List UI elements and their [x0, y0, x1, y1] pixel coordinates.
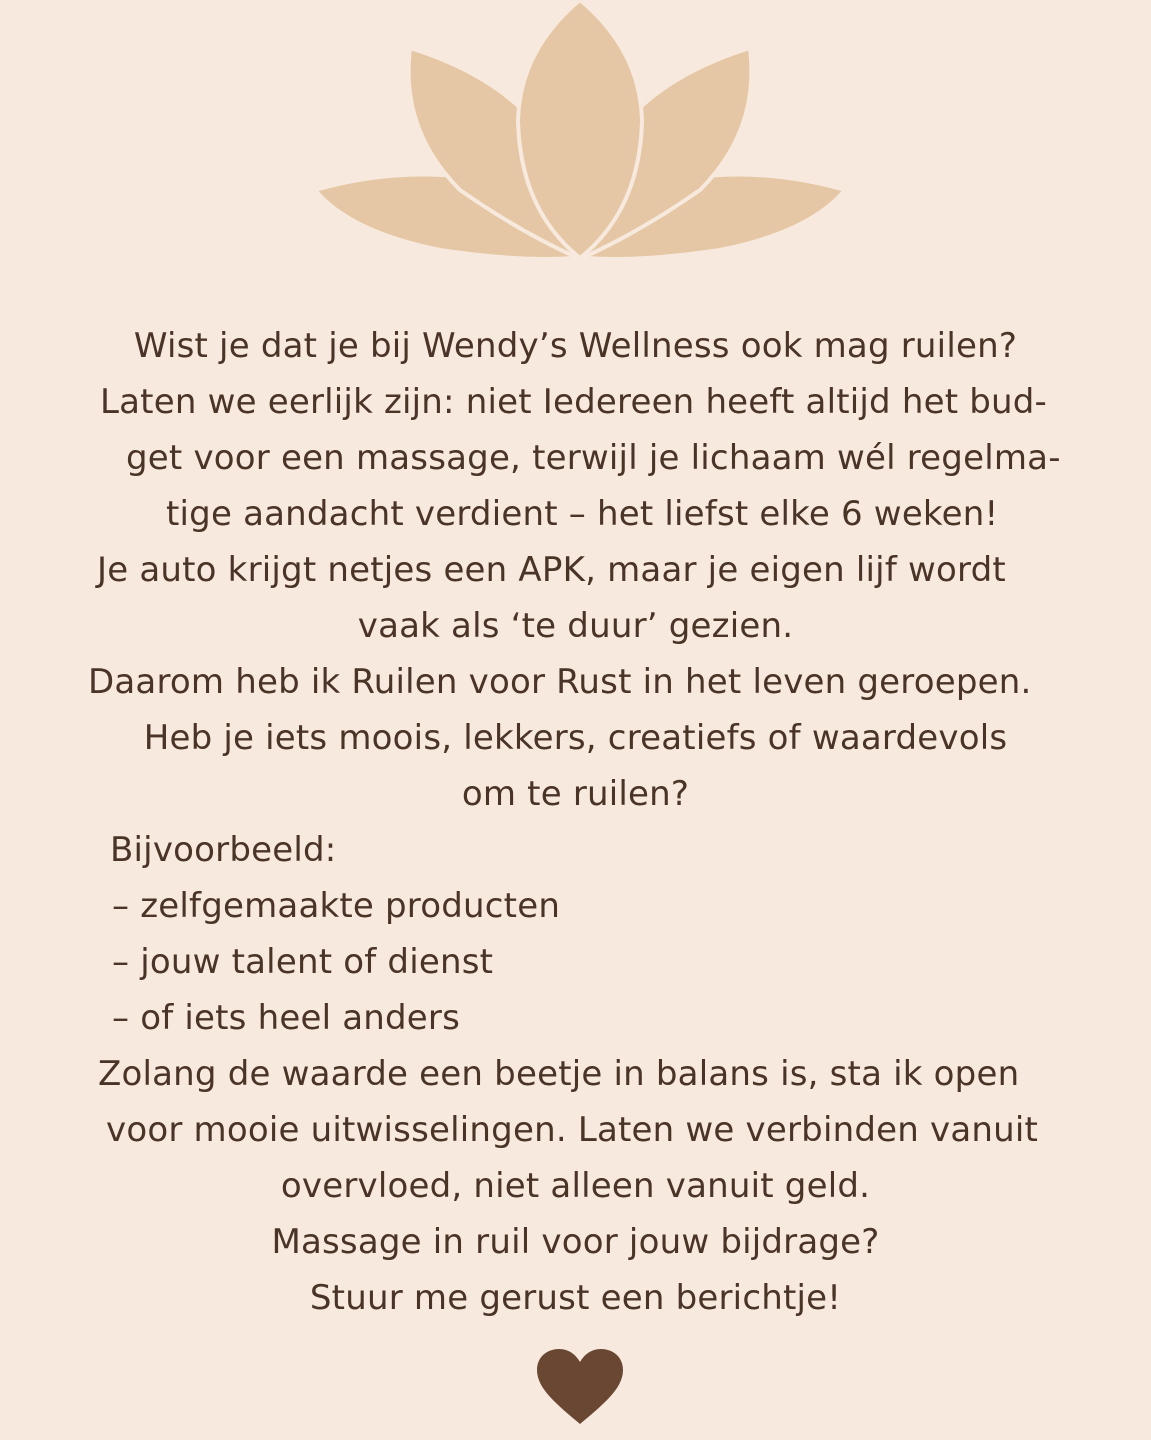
intro-line: tige aandacht verdient – het liefst elke 6 weken! — [166, 494, 999, 534]
intro-line: Je auto krijgt netjes een APK, maar je eigen lijf wordt — [97, 550, 1006, 590]
intro-line: om te ruilen? — [461, 774, 690, 814]
heart-icon — [535, 1348, 625, 1426]
closing-line: overvloed, niet alleen vanuit geld. — [280, 1166, 871, 1206]
example-item: – of iets heel anders — [112, 998, 461, 1038]
headline: Wist je dat je bij Wendy’s Wellness ook mag ruilen? — [133, 326, 1018, 366]
examples-title: Bijvoorbeeld: — [110, 830, 337, 870]
closing-line: Massage in ruil voor jouw bijdrage? — [271, 1222, 880, 1262]
closing-line: Stuur me gerust een berichtje! — [309, 1278, 842, 1318]
intro-line: get voor een massage, terwijl je lichaam wél regelma- — [126, 438, 1061, 478]
intro-line: Heb je iets moois, lekkers, creatiefs of waardevols — [143, 718, 1008, 758]
example-item: – zelfgemaakte producten — [112, 886, 561, 926]
intro-line: vaak als ‘te duur’ gezien. — [357, 606, 794, 646]
lotus-icon — [0, 0, 1151, 300]
closing-line: voor mooie uitwisselingen. Laten we verbinden vanuit — [106, 1110, 1039, 1150]
example-item: – jouw talent of dienst — [112, 942, 494, 982]
closing-line: Zolang de waarde een beetje in balans is, sta ik open — [98, 1054, 1020, 1094]
intro-line: Daarom heb ik Ruilen voor Rust in het leven geroepen. — [88, 662, 1032, 702]
intro-line: Laten we eerlijk zijn: niet Iedereen heeft altijd het bud- — [100, 382, 1048, 422]
